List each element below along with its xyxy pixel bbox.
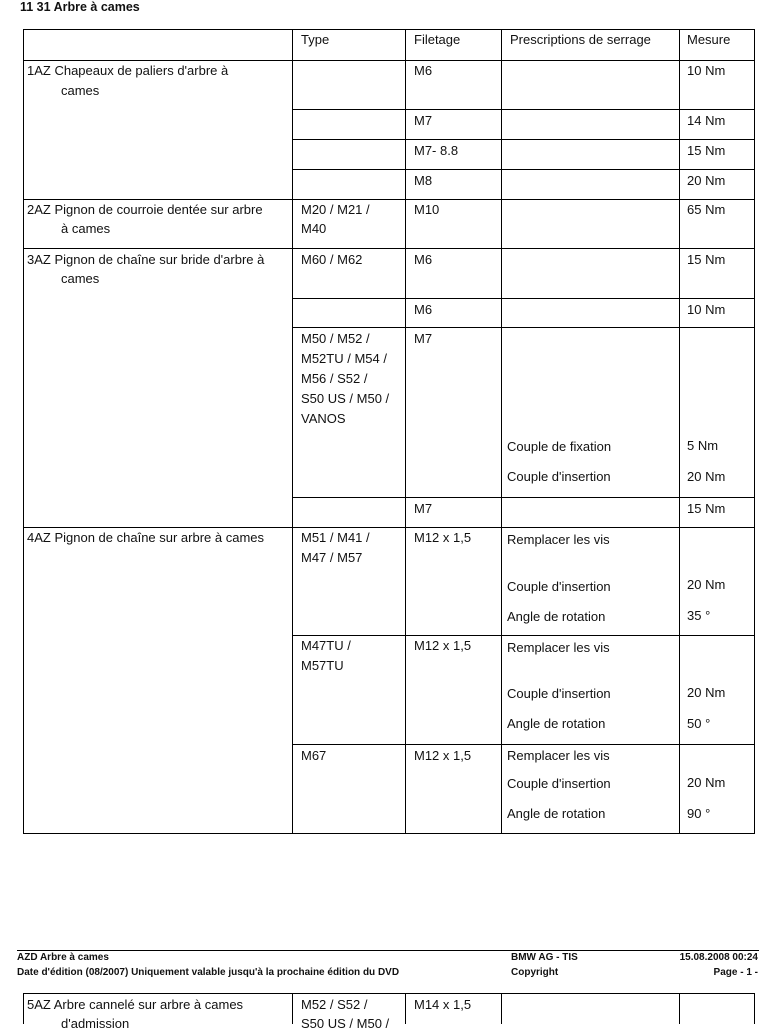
cell-prescription: Couple de fixation bbox=[507, 439, 612, 454]
row-5az-label-cont: d'admission bbox=[61, 1016, 130, 1031]
cell-prescription: Couple d'insertion bbox=[507, 469, 611, 484]
cell-filetage: M7- 8.8 bbox=[414, 143, 459, 158]
cell-filetage: M7 bbox=[414, 113, 433, 128]
footer-rule bbox=[17, 950, 759, 951]
cell-type: VANOS bbox=[301, 411, 346, 426]
header-type: Type bbox=[301, 32, 330, 47]
cell-filetage: M10 bbox=[414, 202, 440, 217]
cell-type: M52 / S52 / bbox=[301, 997, 368, 1012]
cell-mesure: 15 Nm bbox=[687, 252, 726, 267]
cell-type: M67 bbox=[301, 748, 327, 763]
cell-filetage: M6 bbox=[414, 252, 433, 267]
cell-prescription: Remplacer les vis bbox=[507, 532, 610, 547]
cell-mesure: 50 ° bbox=[687, 716, 711, 731]
cell-type: M40 bbox=[301, 221, 327, 236]
cell-prescription: Angle de rotation bbox=[507, 806, 606, 821]
footer-timestamp: 15.08.2008 00:24 bbox=[679, 952, 758, 963]
row-4az-label: 4AZ Pignon de chaîne sur arbre à cames bbox=[27, 530, 265, 545]
cell-filetage: M8 bbox=[414, 173, 433, 188]
cell-mesure: 10 Nm bbox=[687, 302, 726, 317]
cell-type: M52TU / M54 / bbox=[301, 351, 387, 366]
footer-edition-note: Date d'édition (08/2007) Uniquement valable jusqu'à la prochaine édition du DVD bbox=[17, 967, 400, 978]
header-mesure: Mesure bbox=[687, 32, 731, 47]
cell-mesure: 14 Nm bbox=[687, 113, 726, 128]
cell-type: M47 / M57 bbox=[301, 550, 363, 565]
cell-filetage: M12 x 1,5 bbox=[414, 530, 472, 545]
cell-type: S50 US / M50 / bbox=[301, 391, 390, 406]
cell-mesure: 20 Nm bbox=[687, 775, 726, 790]
cell-filetage: M12 x 1,5 bbox=[414, 748, 472, 763]
footer-page-number: Page - 1 - bbox=[713, 967, 758, 978]
cell-filetage: M12 x 1,5 bbox=[414, 638, 472, 653]
cell-type: M51 / M41 / bbox=[301, 530, 370, 545]
cell-mesure: 20 Nm bbox=[687, 173, 726, 188]
row-5az-label: 5AZ Arbre cannelé sur arbre à cames bbox=[27, 997, 244, 1012]
row-1az-label-cont: cames bbox=[61, 83, 100, 98]
cell-filetage: M6 bbox=[414, 302, 433, 317]
cell-type: S50 US / M50 / bbox=[301, 1016, 390, 1031]
cell-type: M56 / S52 / bbox=[301, 371, 368, 386]
cell-mesure: 20 Nm bbox=[687, 469, 726, 484]
footer-copyright: Copyright bbox=[511, 967, 559, 978]
header-filetage: Filetage bbox=[414, 32, 461, 47]
row-1az-label: 1AZ Chapeaux de paliers d'arbre à bbox=[27, 63, 229, 78]
cell-filetage: M6 bbox=[414, 63, 433, 78]
footer-doc-title: AZD Arbre à cames bbox=[17, 952, 109, 963]
cell-mesure: 15 Nm bbox=[687, 143, 726, 158]
cell-type: M60 / M62 bbox=[301, 252, 363, 267]
page-title: 11 31 Arbre à cames bbox=[20, 0, 140, 14]
cell-mesure: 10 Nm bbox=[687, 63, 726, 78]
cell-prescription: Remplacer les vis bbox=[507, 640, 610, 655]
cell-prescription: Angle de rotation bbox=[507, 716, 606, 731]
cell-mesure: 35 ° bbox=[687, 608, 711, 623]
row-3az-label-cont: cames bbox=[61, 271, 100, 286]
cell-filetage: M14 x 1,5 bbox=[414, 997, 472, 1012]
cell-mesure: 90 ° bbox=[687, 806, 711, 821]
cell-mesure: 20 Nm bbox=[687, 577, 726, 592]
cell-prescription: Remplacer les vis bbox=[507, 748, 610, 763]
cell-mesure: 15 Nm bbox=[687, 501, 726, 516]
cell-prescription: Couple d'insertion bbox=[507, 686, 611, 701]
cell-mesure: 5 Nm bbox=[687, 438, 719, 453]
cell-type: M50 / M52 / bbox=[301, 331, 370, 346]
footer-publisher: BMW AG - TIS bbox=[511, 952, 578, 963]
cell-type: M47TU / bbox=[301, 638, 351, 653]
cell-filetage: M7 bbox=[414, 501, 433, 516]
row-2az-label: 2AZ Pignon de courroie dentée sur arbre bbox=[27, 202, 263, 217]
row-3az-label: 3AZ Pignon de chaîne sur bride d'arbre à bbox=[27, 252, 265, 267]
cell-prescription: Couple d'insertion bbox=[507, 579, 611, 594]
cell-mesure: 20 Nm bbox=[687, 685, 726, 700]
cell-type: M57TU bbox=[301, 658, 344, 673]
cell-type: M20 / M21 / bbox=[301, 202, 370, 217]
header-prescriptions: Prescriptions de serrage bbox=[510, 32, 651, 47]
cell-mesure: 65 Nm bbox=[687, 202, 726, 217]
row-2az-label-cont: à cames bbox=[61, 221, 111, 236]
cell-prescription: Angle de rotation bbox=[507, 609, 606, 624]
cell-filetage: M7 bbox=[414, 331, 433, 346]
cell-prescription: Couple d'insertion bbox=[507, 776, 611, 791]
